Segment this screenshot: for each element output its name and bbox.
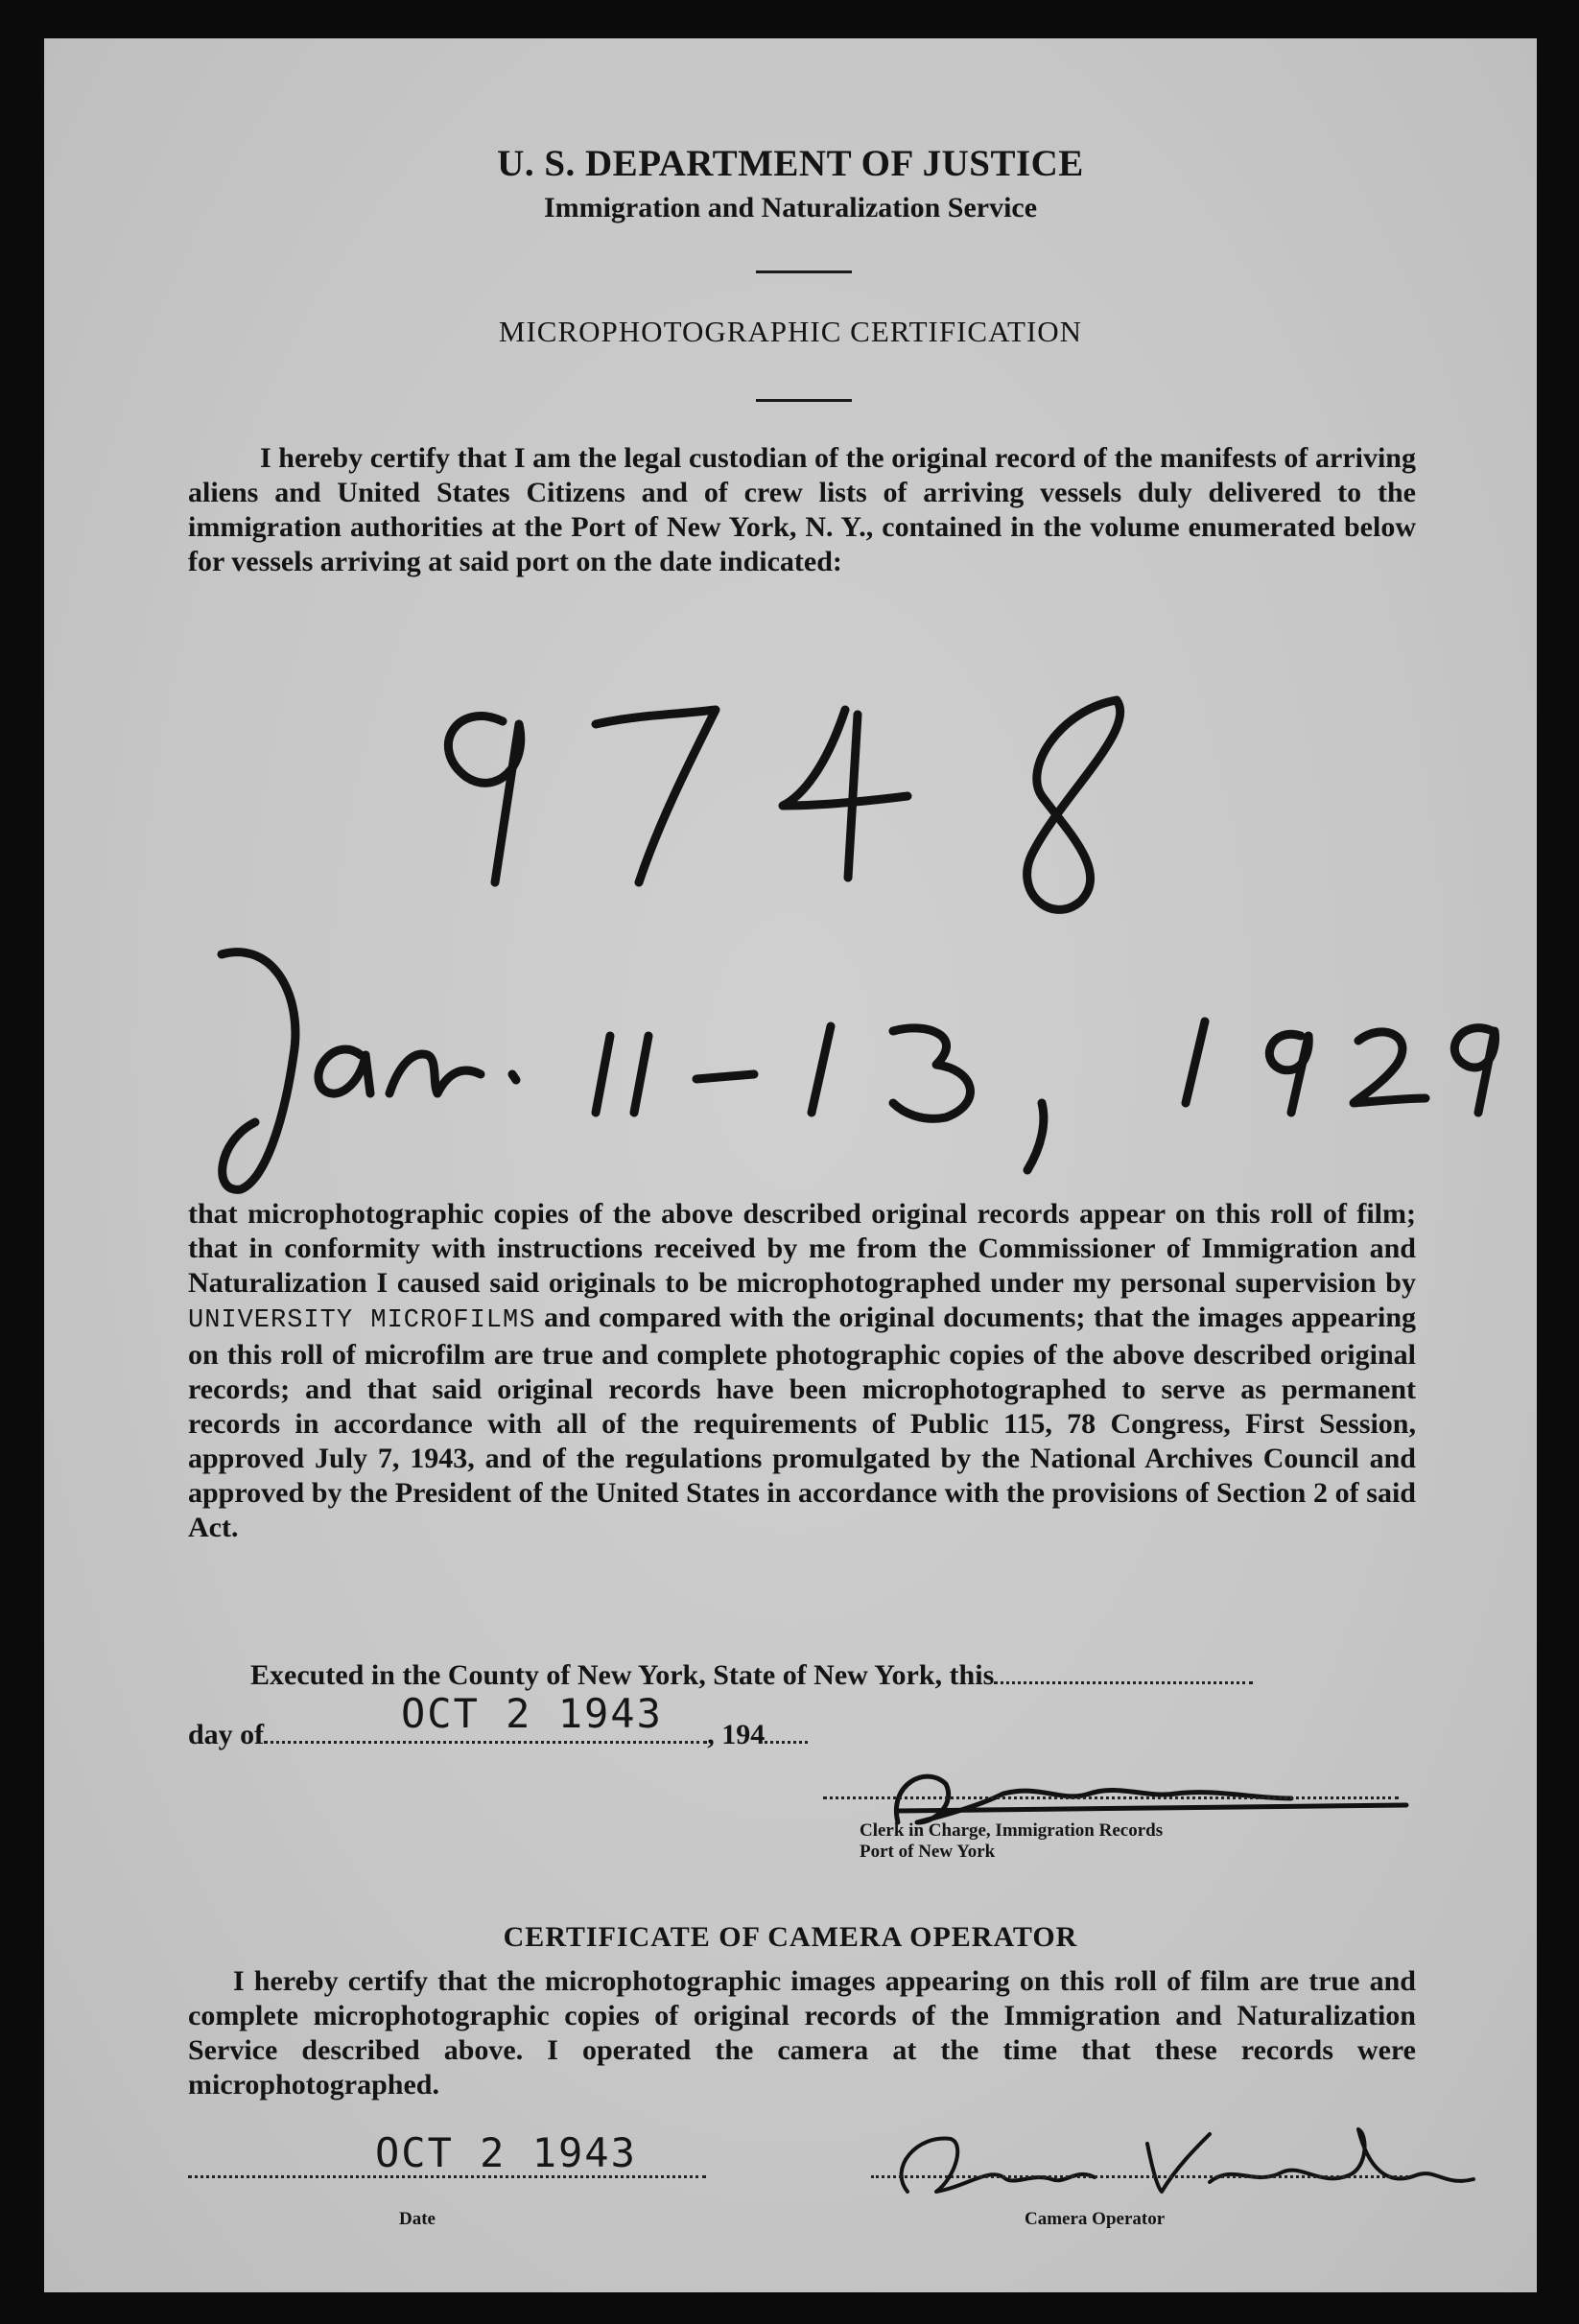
clerk-title-line-1: Clerk in Charge, Immigration Records	[860, 1820, 1164, 1841]
executed-line	[250, 1659, 1253, 1692]
day-of-label: day of	[188, 1719, 265, 1750]
document-title: MICROPHOTOGRAPHIC CERTIFICATION	[498, 315, 1083, 348]
camera-operator-heading: CERTIFICATE OF CAMERA OPERATOR	[503, 1921, 1078, 1953]
custodian-statement: I hereby certify that I am the legal custodian of the original record of the manifests of arriving aliens and United States Citizens and of crew lists of arriving vessels duly delivered to the immigration authorities at the Port of New York, N. Y., contained in the volume enumerated below for vessels arriving at said port on the date indicated:	[188, 442, 1416, 577]
microfilmer-name: UNIVERSITY MICROFILMS	[188, 1306, 536, 1335]
camera-operator-line	[871, 2153, 1408, 2186]
clerk-title	[860, 1820, 1163, 1863]
camera-operator-statement: I hereby certify that the microphotographic images appearing on this roll of film are true and complete microphotographic copies of original records of the Immigration and Naturalization Service described above. I operated the camera at the time that these records were microphotographed.	[188, 1965, 1416, 2101]
clerk-title-line-2: Port of New York	[860, 1842, 996, 1862]
camera-date-stamp: OCT 2 1943	[375, 2129, 637, 2176]
certification-body	[188, 1197, 1416, 1545]
service-subheading: Immigration and Naturalization Service	[543, 192, 1038, 223]
date-range-handwriting	[222, 952, 1496, 1190]
executed-date-stamp: OCT 2 1943	[401, 1690, 663, 1737]
department-heading: U. S. DEPARTMENT OF JUSTICE	[497, 143, 1084, 184]
executed-text: Executed in the County of New York, State of New York, this	[250, 1659, 995, 1691]
certificate-sheet	[44, 38, 1537, 2292]
camera-operator-label: Camera Operator	[1025, 2209, 1166, 2229]
year-prefix: , 194	[707, 1719, 766, 1750]
certification-body-text-1: that microphotographic copies of the above described original records appear on this roll of film; that in conformity with instructions received by me from the Commissioner of Immigration and Naturalization I caused said originals to be microphotographed under my personal supervision by	[188, 1198, 1416, 1299]
certification-body-text-2: and compared with the original documents; that the images appearing on this roll of microfilm are true and complete photographic copies of the above described original records; and that said original records have been microphotographed to serve as permanent records in accordance with all of the requirements of Public 115, 78 Congress, First Session, approved July 7, 1943, and of the regulations promulgated by the National Archives Council and approved by the President of the United States in accordance with the provisions of Section 2 of said Act.	[188, 1302, 1417, 1543]
clerk-signature-line	[823, 1774, 1399, 1807]
volume-number-handwriting	[448, 700, 1119, 909]
date-label: Date	[399, 2209, 436, 2229]
handwriting-layer	[44, 38, 1537, 2292]
